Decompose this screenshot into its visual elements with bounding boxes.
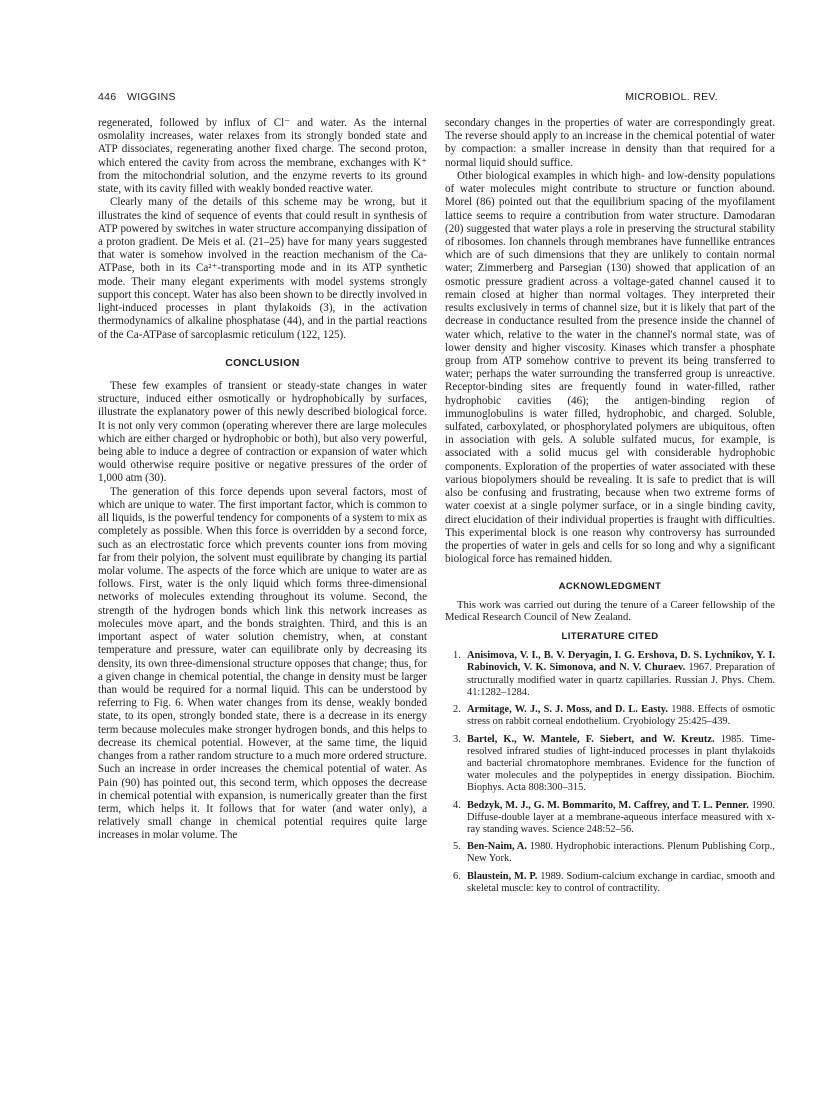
reference-text: 1967. Preparation of structurally modified water in quartz capillaries. Russian J. Phys. Chem. 41:1282–1284. — [467, 662, 776, 698]
paragraph: secondary changes in the properties of water are correspondingly great. The reverse should apply to an increase in the chemical potential of water by compaction: a smaller increase in density than that required for a normal liquid should suffice. — [445, 117, 775, 169]
page-number: 446 — [98, 91, 117, 103]
acknowledgment-text: This work was carried out during the tenure of a Career fellowship of the Medical Research Council of New Zealand. — [445, 599, 775, 623]
reference-item — [445, 871, 775, 895]
paragraph: These few examples of transient or steady-state changes in water structure, induced either osmotically or hydrophobically by surfaces, illustrate the explanatory power of this newly described biological force. It is not only very common (operating wherever there are large molecules which are either charged or hydrophobic or both), but also very powerful, being able to induce a degree of contraction or expansion of water which would otherwise require positive or negative pressures of the order of 1,000 atm (30). — [98, 379, 427, 485]
reference-item — [445, 800, 775, 837]
reference-text: 1990. Diffuse-double layer at a membrane-aqueous interface measured with x-ray standing waves. Science 248:52–56. — [467, 799, 775, 835]
paragraph: The generation of this force depends upon several factors, most of which are unique to water. The first important factor, which is common to all liquids, is the powerful tendency for components of a system to mix as completely as possible. When this force is overridden by a second force, such as an electrostatic force which prevents counter ions from moving far from their polyion, the solvent must equilibrate by changing its partial molar volume. The aspects of the force which are unique to water are as follows. First, water is the only liquid which forms three-dimensional networks of molecules extending throughout its volume. Second, the strength of the hydrogen bonds which link this network increases as molecules move apart, and the bonds straighten. Third, and this is an important aspect of water solution chemistry, when, at constant temperature and pressure, water can equilibrate only by decreasing its density, its own three-dimensional structure opposes that change; thus, for a given change in chemical potential, the change in density must be larger than would be required for a normal liquid. This can be understood by referring to Fig. 6. When water changes from its dense, weakly bonded state, to its open, strongly bonded state, there is a decrease in its energy term because molecules make stronger hydrogen bonds, and this helps to decrease its chemical potential. However, at the same time, the liquid changes from a rather random structure to a much more ordered structure. Such an increase in order increases the chemical potential of water. As Pain (90) has pointed out, this second term, which opposes the decrease in chemical potential with expansion, is numerically greater than the first term, which helps it. It follows that for water (and water only), a relatively small change in chemical potential requires quite large increases in molar volume. The — [98, 485, 427, 842]
acknowledgment-heading: ACKNOWLEDGMENT — [558, 581, 662, 593]
paragraph: Clearly many of the details of this scheme may be wrong, but it illustrates the kind of sequence of events that could result in synthesis of ATP powered by switches in water structure accompanying dissipation of a proton gradient. De Meis et al. (21–25) have for many years suggested that water is somehow involved in the reaction mechanism of the Ca-ATPase, both in its Ca²⁺-transporting mode and in its ATP synthetic mode. Their many elegant experiments with model systems strongly support this concept. Water has also been shown to be directly involved in light-induced processes in plant thylakoids (3), in the activation thermodynamics of alkaline phosphatase (44), and in the partial reactions of the Ca-ATPase of sarcoplasmic reticulum (122, 125). — [98, 196, 427, 341]
left-column — [98, 117, 427, 843]
reference-item — [445, 704, 775, 728]
reference-authors: Anisimova, V. I., B. V. Deryagin, I. G. Ershova, D. S. Lychnikov, Y. I. Rabinovich, V. K. Simonova, and N. V. Churaev. — [467, 650, 775, 674]
reference-number: 1. — [453, 650, 461, 662]
journal-name: MICROBIOL. REV. — [625, 91, 718, 103]
reference-authors: Armitage, W. J., S. J. Moss, and D. L. Easty. — [467, 704, 668, 716]
reference-item — [445, 841, 775, 865]
reference-authors: Ben-Naim, A. — [467, 841, 527, 853]
reference-text: 1988. Effects of osmotic stress on rabbit corneal endothelium. Cryobiology 25:425–439. — [467, 704, 775, 728]
reference-number: 5. — [453, 841, 461, 853]
reference-authors: Bartel, K., W. Mantele, F. Siebert, and W. Kreutz. — [467, 733, 715, 745]
reference-number: 3. — [453, 733, 461, 745]
page-header — [98, 91, 718, 107]
reference-list — [445, 650, 775, 895]
reference-item — [445, 734, 775, 795]
reference-number: 4. — [453, 799, 461, 811]
reference-number: 6. — [453, 870, 461, 882]
reference-item — [445, 650, 775, 699]
conclusion-heading: CONCLUSION — [225, 356, 300, 369]
reference-text: 1989. Sodium-calcium exchange in cardiac, smooth and skeletal muscle: key to control of contractility. — [467, 870, 775, 894]
reference-authors: Bedzyk, M. J., G. M. Bommarito, M. Caffrey, and T. L. Penner. — [467, 799, 749, 811]
reference-authors: Blaustein, M. P. — [467, 870, 538, 882]
reference-number: 2. — [453, 704, 461, 716]
paragraph: regenerated, followed by influx of Cl⁻ and water. As the internal osmolality increases, water relaxes from its strongly bonded state and ATP dissociates, regenerating another fixed charge. The second proton, which entered the cavity from across the membrane, exchanges with K⁺ from the mitochondrial solution, and the enzyme reverts to its ground state, with its cavity filled with weakly bonded reactive water. — [98, 117, 427, 196]
reference-text: 1980. Hydrophobic interactions. Plenum Publishing Corp., New York. — [467, 841, 775, 865]
right-column — [445, 117, 775, 900]
paragraph: Other biological examples in which high- and low-density populations of water molecules might contribute to structure or function abound. Morel (86) pointed out that the equilibrium spacing of the myofilament lattice seems to require a contribution from water structure. Damodaran (20) suggested that water plays a role in preserving the structural stability of ribosomes. Ion channels through membranes have funnellike entrances which are of such dimensions that they are unlikely to contain normal water; Zimmerberg and Parsegian (130) showed that application of an osmotic pressure gradient across a voltage-gated channel caused it to remain closed at higher than normal voltages. They interpreted their results exclusively in terms of channel size, but it is likely that part of the decrease in conductance resulted from the presence inside the channel of water which, relative to the water in the channel's normal state, was of lower density and higher viscosity. Kinases which transfer a phosphate group from ATP somehow contrive to prevent its being transferred to water; perhaps the water surrounding the transferred group is unreactive. Receptor-binding sites are frequently found in water-filled, rather hydrophobic cavities (46); the antigen-binding region of immunoglobulins is water filled, hydrophobic, and charged. Soluble, sulfated, carboxylated, or phosphorylated polymers are ubiquitous, often in association with gels. A soluble sulfated mucus, for example, is associated with a solid mucus gel with considerable hydrophobic components. Exploration of the properties of water associated with these various biopolymers should be revealing. It is safe to predict that is will also be confusing and frustrating, because when two extreme forms of water coexist at a single polymer surface, or in a single binding cavity, direct elucidation of their individual properties is fraught with difficulties. This experimental block is one reason why controversy has surrounded the properties of water in gels and cells for so long and why a significant biological force has remained hidden. — [445, 169, 775, 566]
literature-cited-heading: LITERATURE CITED — [561, 631, 659, 643]
reference-text: 1985. Time-resolved infrared studies of light-induced processes in plant thylakoids and bacterial chromatophore membranes. Evidence for the function of water molecules and the polypeptides in energy dissipation. Biochim. Biophys. Acta 808:300–315. — [467, 733, 775, 794]
running-head: WIGGINS — [127, 91, 176, 103]
